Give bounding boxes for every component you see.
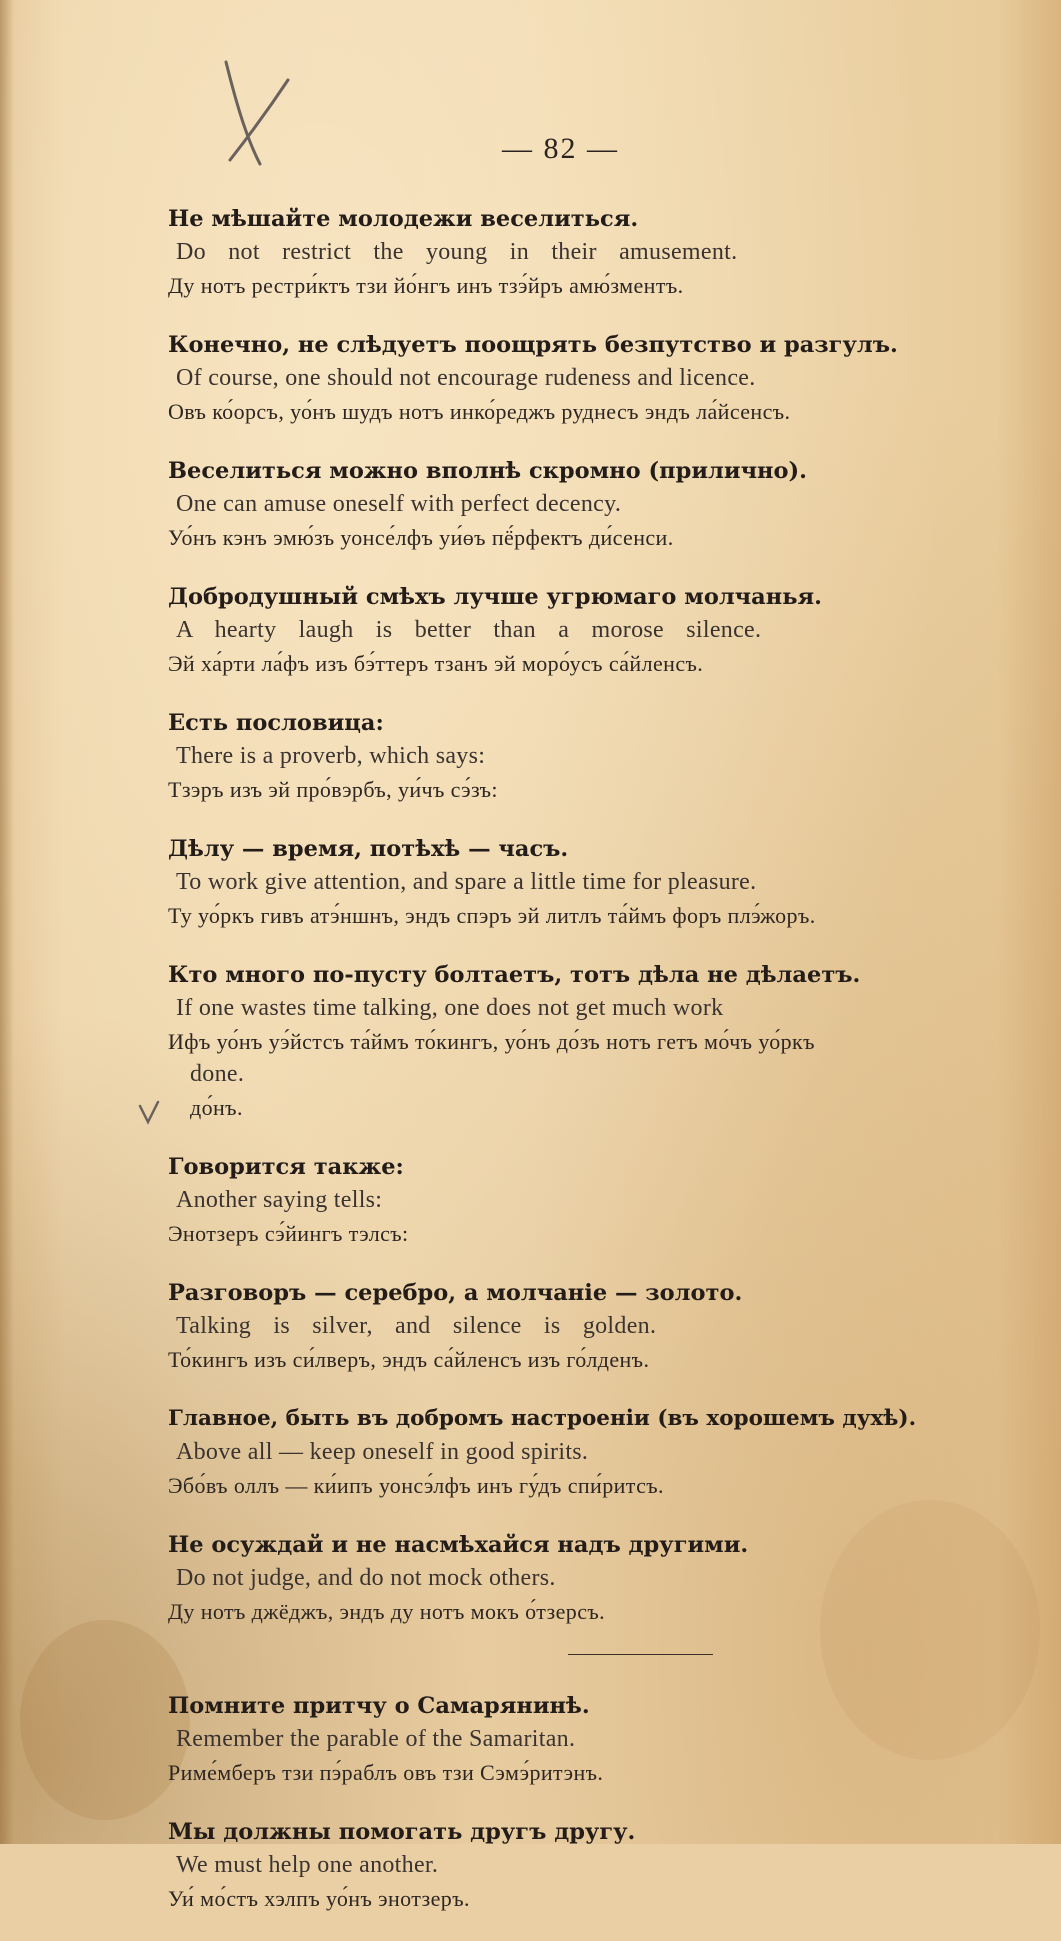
english-translation: Remember the parable of the Samaritan. — [176, 1726, 576, 1752]
pronunciation: То́кингъ изъ си́лверъ, эндъ са́йленсъ изъ го́лденъ. — [168, 1347, 650, 1372]
pronunciation: Эй ха́рти ла́фъ изъ бэ́ттеръ тзанъ эй моро́усъ са́йленсъ. — [168, 651, 704, 676]
pronunciation: Овъ ко́орсъ, уо́нъ шудъ нотъ инко́реджъ руднесъ эндъ ла́йсенсъ. — [168, 399, 791, 424]
english-translation: Do not restrict the young in their amusement. — [176, 239, 738, 265]
pronunciation: Тзэръ изъ эй про́вэрбъ, уи́чъ сэ́зъ: — [168, 777, 498, 802]
russian-phrase: Конечно, не слѣдуетъ поощрять безпутство и разгулъ. — [168, 332, 898, 358]
phrase-block — [168, 1528, 1038, 1628]
english-translation: A hearty laugh is better than a morose silence. — [176, 617, 762, 643]
english-translation: There is a proverb, which says: — [176, 743, 486, 769]
russian-phrase: Главное, быть въ добромъ настроеніи (въ хорошемъ духѣ). — [168, 1406, 917, 1431]
english-translation: Talking is silver, and silence is golden. — [176, 1313, 657, 1339]
phrase-block — [168, 328, 1038, 428]
english-translation: Do not judge, and do not mock others. — [176, 1565, 556, 1591]
page-content — [168, 202, 1038, 1941]
pronunciation: Ту уо́ркъ гивъ атэ́ншнъ, эндъ спэръ эй литлъ та́ймъ форъ плэ́жоръ. — [168, 903, 816, 928]
section-divider — [568, 1654, 713, 1655]
russian-phrase: Разговоръ — серебро, а молчаніе — золото. — [168, 1280, 743, 1306]
russian-phrase: Не осуждай и не насмѣхайся надъ другими. — [168, 1532, 749, 1558]
phrase-block — [168, 706, 1038, 806]
phrase-block — [168, 454, 1038, 554]
pronunciation: Ифъ уо́нъ уэ́йстсъ та́ймъ то́кингъ, уо́нъ до́зъ нотъ гетъ мо́чъ уо́ркъ — [168, 1029, 815, 1054]
english-translation: Of course, one should not encourage rudeness and licence. — [176, 365, 756, 391]
pronunciation: Эбо́въ оллъ — ки́ипъ уонсэ́лфъ инъ гу́дъ спи́ритсъ. — [168, 1473, 664, 1498]
russian-phrase: Мы должны помогать другъ другу. — [168, 1819, 636, 1845]
pronunciation: Энотзеръ сэ́йингъ тэлсъ: — [168, 1221, 409, 1246]
phrase-block — [168, 832, 1038, 932]
pronunciation: Риме́мберъ тзи пэ́раблъ овъ тзи Сэмэ́ритэнъ. — [168, 1760, 604, 1785]
english-translation: We must help one another. — [176, 1852, 439, 1878]
english-translation: One can amuse oneself with perfect decency. — [176, 491, 622, 517]
russian-phrase: Есть пословица: — [168, 710, 384, 736]
phrase-block — [168, 1150, 1038, 1250]
russian-phrase: Не мѣшайте молодежи веселиться. — [168, 206, 639, 232]
phrase-block — [168, 580, 1038, 680]
page-number: — 82 — — [502, 132, 619, 165]
english-translation-continuation: done. — [190, 1061, 245, 1087]
russian-phrase: Дѣлу — время, потѣхѣ — часъ. — [168, 836, 569, 862]
pronunciation-continuation: до́нъ. — [190, 1095, 243, 1120]
phrase-block — [168, 1689, 1038, 1789]
english-translation: Another saying tells: — [176, 1187, 383, 1213]
russian-phrase: Говорится также: — [168, 1154, 404, 1180]
russian-phrase: Добродушный смѣхъ лучше угрюмаго молчанья. — [168, 584, 822, 610]
paper-stain — [20, 1620, 190, 1820]
russian-phrase: Кто много по-пусту болтаетъ, тотъ дѣла не дѣлаетъ. — [168, 962, 861, 988]
phrase-block — [168, 202, 1038, 302]
russian-phrase: Помните притчу о Самарянинѣ. — [168, 1693, 590, 1719]
pronunciation: Ду нотъ рестри́ктъ тзи йо́нгъ инъ тзэ́йръ амю́зментъ. — [168, 273, 684, 298]
phrase-block — [168, 958, 1038, 1124]
phrase-block — [168, 1402, 1038, 1502]
pronunciation: Ду нотъ джёджъ, эндъ ду нотъ мокъ о́тзерсъ. — [168, 1599, 606, 1624]
russian-phrase: Веселиться можно вполнѣ скромно (прилично). — [168, 458, 807, 484]
pronunciation: Уо́нъ кэнъ эмю́зъ уонсе́лфъ уи́өъ пё́рфектъ ди́сенси. — [168, 525, 674, 550]
phrase-block — [168, 1815, 1038, 1915]
margin-tick-icon — [138, 1100, 160, 1126]
page-edge-shadow — [0, 0, 14, 1844]
phrase-block — [168, 1276, 1038, 1376]
english-translation: To work give attention, and spare a little time for pleasure. — [176, 869, 757, 895]
english-translation: If one wastes time talking, one does not get much work — [176, 995, 724, 1021]
english-translation: Above all — keep oneself in good spirits. — [176, 1439, 589, 1465]
pronunciation: Уи́ мо́стъ хэлпъ уо́нъ энотзеръ. — [168, 1886, 470, 1911]
